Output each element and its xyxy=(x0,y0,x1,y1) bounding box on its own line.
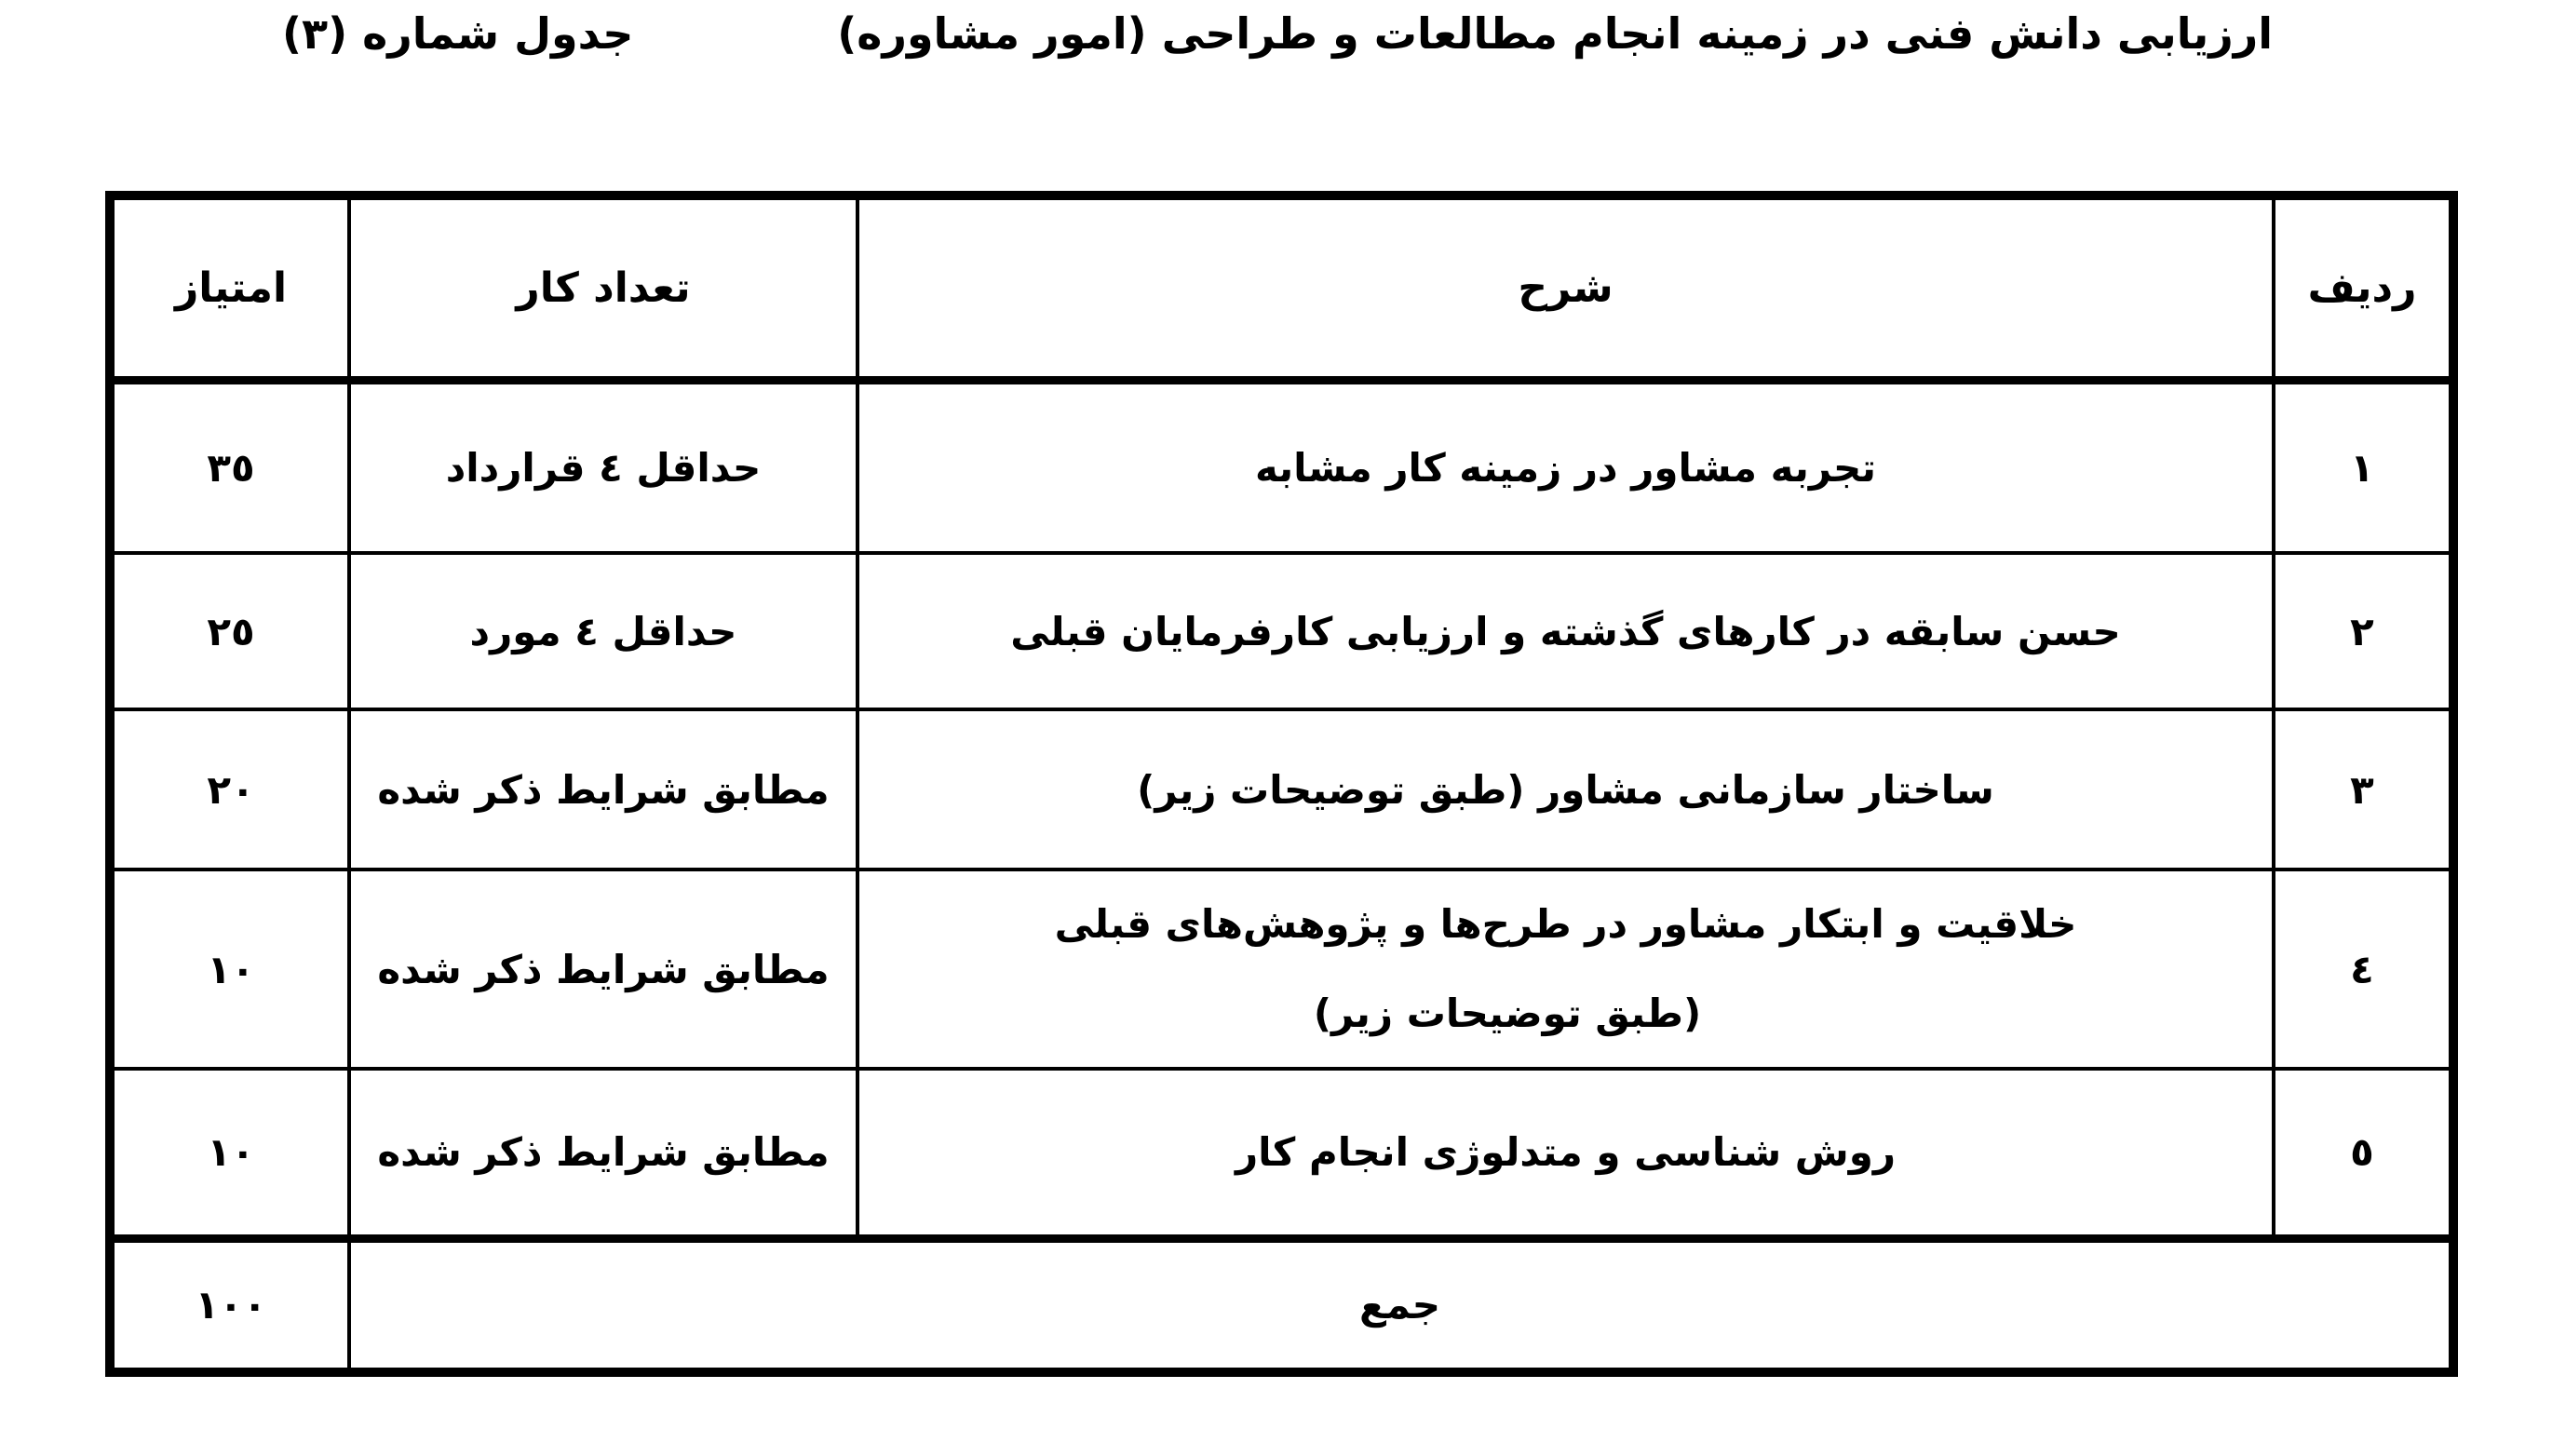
table-row xyxy=(110,553,2453,709)
table-row xyxy=(110,870,2453,1069)
total-row xyxy=(110,1238,2453,1372)
row-work-count: مطابق شرایط ذکر شده xyxy=(349,1069,857,1238)
row-description-line2: (طبق توضیحات زیر) xyxy=(1313,991,1702,1036)
table-row xyxy=(110,709,2453,870)
row-work-count: حداقل ٤ مورد xyxy=(349,553,857,709)
page-title: ارزیابی دانش فنی در زمینه انجام مطالعات و طراحی (امور مشاوره) xyxy=(837,8,2273,59)
total-label: جمع xyxy=(349,1238,2453,1372)
header-description: شرح xyxy=(857,195,2274,380)
row-description: ساختار سازمانی مشاور (طبق توضیحات زیر) xyxy=(857,709,2274,870)
row-description xyxy=(857,870,2274,1069)
total-score: ١٠٠ xyxy=(110,1238,349,1372)
header-score: امتیاز xyxy=(110,195,349,380)
row-number: ٣ xyxy=(2274,709,2453,870)
table-number-label: جدول شماره (٣) xyxy=(282,8,634,59)
row-description: تجربه مشاور در زمینه کار مشابه xyxy=(857,380,2274,553)
row-score: ٢٠ xyxy=(110,709,349,870)
row-description-line1: خلاقیت و ابتکار مشاور در طرح‌ها و پژوهش‌های قبلی xyxy=(1054,901,2077,947)
row-work-count: مطابق شرایط ذکر شده xyxy=(349,870,857,1069)
row-number: ٥ xyxy=(2274,1069,2453,1238)
row-score: ٢٥ xyxy=(110,553,349,709)
header-work-count: تعداد کار xyxy=(349,195,857,380)
table-row xyxy=(110,1069,2453,1238)
row-description: روش شناسی و متدلوژی انجام کار xyxy=(857,1069,2274,1238)
row-score: ٣٥ xyxy=(110,380,349,553)
row-score: ١٠ xyxy=(110,870,349,1069)
header-row-no: ردیف xyxy=(2274,195,2453,380)
table-row xyxy=(110,380,2453,553)
row-score: ١٠ xyxy=(110,1069,349,1238)
row-number: ٤ xyxy=(2274,870,2453,1069)
row-work-count: مطابق شرایط ذکر شده xyxy=(349,709,857,870)
row-number: ٢ xyxy=(2274,553,2453,709)
table-header-row xyxy=(110,195,2453,380)
evaluation-table xyxy=(105,191,2458,1377)
row-work-count: حداقل ٤ قرارداد xyxy=(349,380,857,553)
row-description: حسن سابقه در کارهای گذشته و ارزیابی کارفرمایان قبلی xyxy=(857,553,2274,709)
row-number: ١ xyxy=(2274,380,2453,553)
